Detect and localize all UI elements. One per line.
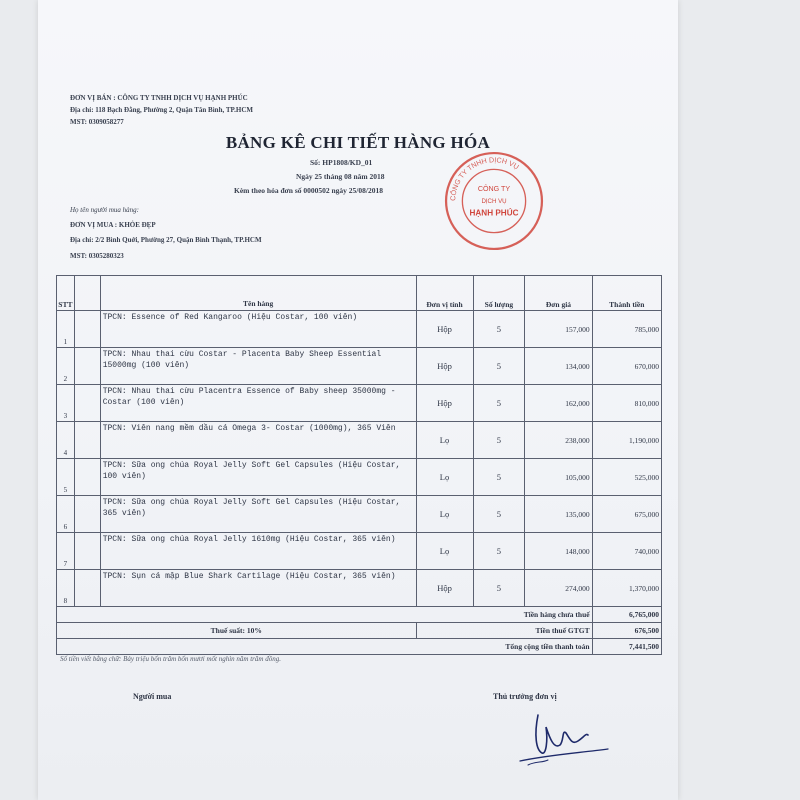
row-qty: 5 — [473, 348, 525, 385]
stamp-center-bottom: HẠNH PHÚC — [469, 208, 519, 218]
header-price: Đơn giá — [525, 276, 592, 311]
row-unit: Lọ — [416, 496, 473, 533]
row-stt: 3 — [57, 385, 75, 422]
row-amount: 785,000 — [592, 311, 661, 348]
header-unit: Đơn vị tính — [416, 276, 473, 311]
row-name: TPCN: Sữa ong chúa Royal Jelly 1610mg (Hiệu Costar, 365 viên) — [100, 533, 416, 570]
row-gap — [74, 459, 100, 496]
row-gap — [74, 496, 100, 533]
row-unit: Lọ — [416, 533, 473, 570]
stamp-center-mid: DỊCH VỤ — [481, 198, 507, 206]
row-qty: 5 — [473, 570, 525, 607]
row-amount: 1,370,000 — [592, 570, 661, 607]
vat-row — [57, 623, 662, 639]
row-amount: 1,190,000 — [592, 422, 661, 459]
table-row — [57, 422, 662, 459]
buyer-name-label: Họ tên người mua hàng: — [70, 206, 139, 214]
row-qty: 5 — [473, 311, 525, 348]
row-stt: 6 — [57, 496, 75, 533]
total-value: 7,441,500 — [592, 639, 661, 655]
seller-signature-label: Thủ trưởng đơn vị — [493, 692, 557, 701]
row-stt: 7 — [57, 533, 75, 570]
row-amount: 675,000 — [592, 496, 661, 533]
vat-value: 676,500 — [592, 623, 661, 639]
row-qty: 5 — [473, 496, 525, 533]
row-name: TPCN: Essence of Red Kangaroo (Hiệu Costar, 100 viên) — [100, 311, 416, 348]
table-row — [57, 496, 662, 533]
invoice-reference: Kèm theo hóa đơn số 0000502 ngày 25/08/2018 — [234, 186, 383, 195]
row-amount: 810,000 — [592, 385, 661, 422]
row-price: 238,000 — [525, 422, 592, 459]
subtotal-row — [57, 607, 662, 623]
row-price: 274,000 — [525, 570, 592, 607]
goods-table — [56, 275, 662, 655]
table-row — [57, 533, 662, 570]
row-price: 134,000 — [525, 348, 592, 385]
row-unit: Hộp — [416, 385, 473, 422]
table-row — [57, 459, 662, 496]
row-gap — [74, 311, 100, 348]
row-stt: 5 — [57, 459, 75, 496]
table-row — [57, 385, 662, 422]
row-qty: 5 — [473, 459, 525, 496]
invoice-sheet — [38, 0, 678, 800]
buyer-signature-label: Người mua — [133, 692, 172, 701]
total-row — [57, 639, 662, 655]
buyer-unit: ĐƠN VỊ MUA : KHỎE ĐẸP — [70, 221, 156, 229]
row-stt: 2 — [57, 348, 75, 385]
row-stt: 4 — [57, 422, 75, 459]
row-price: 162,000 — [525, 385, 592, 422]
row-price: 105,000 — [525, 459, 592, 496]
row-name: TPCN: Nhau thai cừu Costar - Placenta Baby Sheep Essential 15000mg (100 viên) — [100, 348, 416, 385]
vat-label: Tiền thuế GTGT — [416, 623, 592, 639]
handwritten-signature — [508, 705, 618, 785]
document-title: BẢNG KÊ CHI TIẾT HÀNG HÓA — [225, 133, 491, 152]
subtotal-label: Tiền hàng chưa thuế — [57, 607, 593, 623]
row-gap — [74, 570, 100, 607]
row-qty: 5 — [473, 533, 525, 570]
row-unit: Lọ — [416, 459, 473, 496]
table-row — [57, 348, 662, 385]
header-name: Tên hàng — [100, 276, 416, 311]
seller-tax-code: MST: 0309058277 — [70, 118, 124, 126]
buyer-tax-code: MST: 0305280323 — [70, 252, 124, 260]
row-unit: Hộp — [416, 311, 473, 348]
svg-text:CÔNG TY TNHH DỊCH VỤ — [449, 156, 521, 201]
row-stt: 1 — [57, 311, 75, 348]
table-row — [57, 311, 662, 348]
row-unit: Hộp — [416, 570, 473, 607]
header-amount: Thành tiền — [592, 276, 661, 311]
row-name: TPCN: Viên nang mềm dầu cá Omega 3- Costar (1000mg), 365 Viên — [100, 422, 416, 459]
row-price: 148,000 — [525, 533, 592, 570]
stamp-center-top: CÔNG TY — [477, 184, 511, 193]
row-name: TPCN: Nhau thai cừu Placentra Essence of Baby sheep 35000mg - Costar (100 viên) — [100, 385, 416, 422]
row-stt: 8 — [57, 570, 75, 607]
row-amount: 670,000 — [592, 348, 661, 385]
row-gap — [74, 422, 100, 459]
seller-address: Địa chỉ: 118 Bạch Đằng, Phường 2, Quận Tân Bình, TP.HCM — [70, 106, 253, 114]
header-gap — [74, 276, 100, 311]
row-amount: 525,000 — [592, 459, 661, 496]
row-name: TPCN: Sụn cá mập Blue Shark Cartilage (Hiệu Costar, 365 viên) — [100, 570, 416, 607]
company-stamp — [443, 150, 545, 252]
row-amount: 740,000 — [592, 533, 661, 570]
row-gap — [74, 533, 100, 570]
header-stt: STT — [57, 276, 75, 311]
subtotal-value: 6,765,000 — [592, 607, 661, 623]
table-header-row — [57, 276, 662, 311]
row-name: TPCN: Sữa ong chúa Royal Jelly Soft Gel Capsules (Hiệu Costar, 100 viên) — [100, 459, 416, 496]
row-unit: Lọ — [416, 422, 473, 459]
table-row — [57, 570, 662, 607]
document-date: Ngày 25 tháng 08 năm 2018 — [296, 172, 385, 181]
row-qty: 5 — [473, 422, 525, 459]
row-price: 157,000 — [525, 311, 592, 348]
header-qty: Số lượng — [473, 276, 525, 311]
row-gap — [74, 348, 100, 385]
row-gap — [74, 385, 100, 422]
buyer-address: Địa chỉ: 2/2 Bình Quới, Phường 27, Quận Bình Thạnh, TP.HCM — [70, 236, 262, 244]
total-label: Tổng cộng tiền thanh toán — [57, 639, 593, 655]
seller-unit: ĐƠN VỊ BÁN : CÔNG TY TNHH DỊCH VỤ HẠNH PHÚC — [70, 94, 248, 102]
row-price: 135,000 — [525, 496, 592, 533]
row-name: TPCN: Sữa ong chúa Royal Jelly Soft Gel Capsules (Hiệu Costar, 365 viên) — [100, 496, 416, 533]
amount-in-words: Số tiền viết bằng chữ: Bảy triệu bốn trăm bốn mươi mốt nghìn năm trăm đồng. — [60, 655, 281, 663]
row-qty: 5 — [473, 385, 525, 422]
vat-rate-label: Thuế suất: 10% — [57, 623, 417, 639]
document-number: Số: HP1808/KD_01 — [310, 158, 373, 167]
row-unit: Hộp — [416, 348, 473, 385]
stamp-ring-text: CÔNG TY TNHH DỊCH VỤ — [449, 156, 521, 202]
